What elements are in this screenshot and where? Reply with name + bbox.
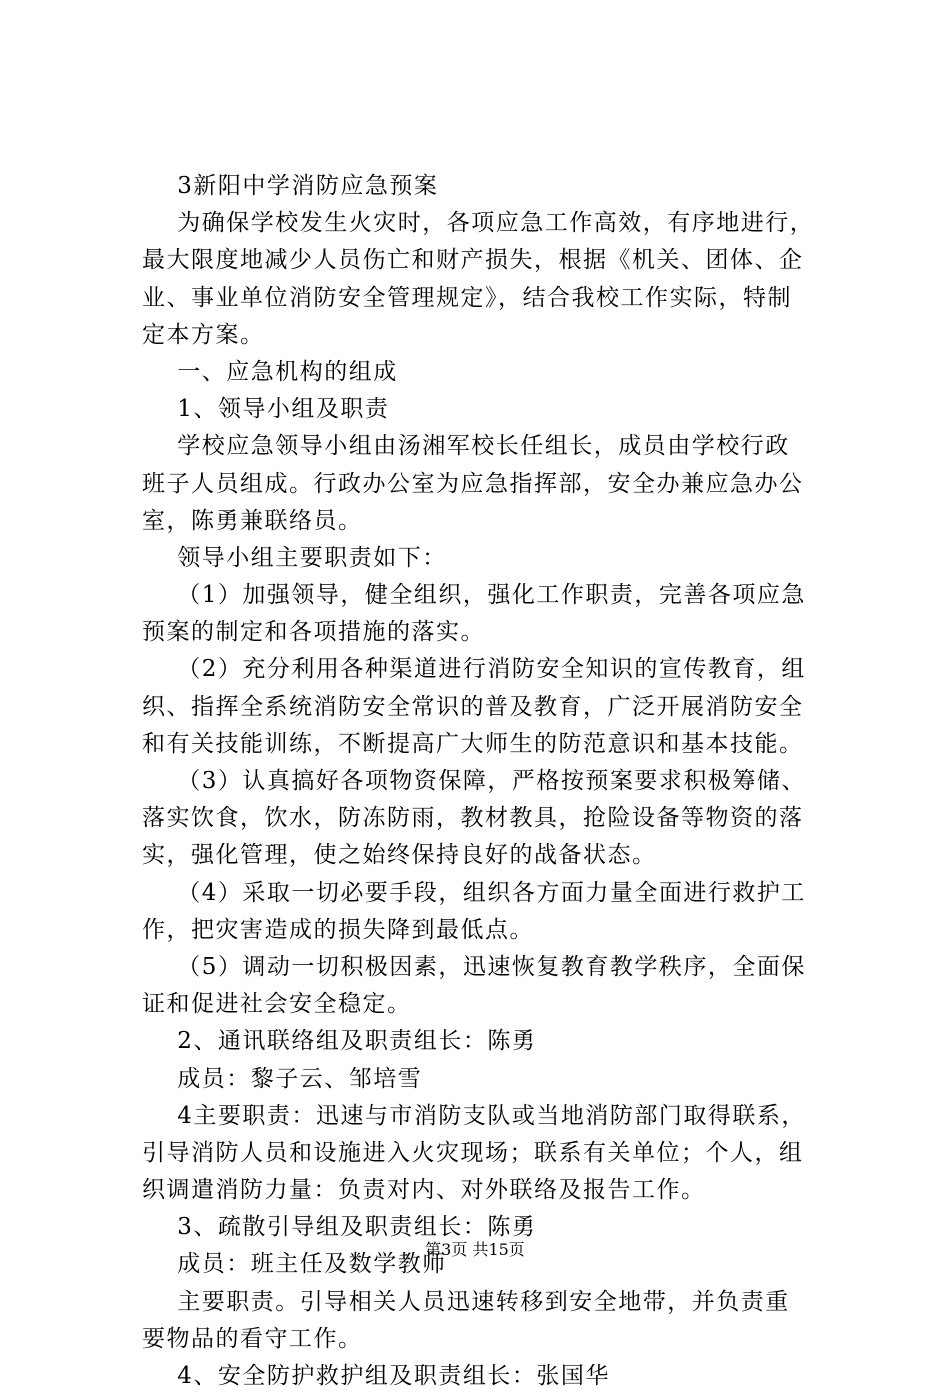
document-body (142, 168, 830, 1395)
text-line: （4）采取一切必要手段，组织各方面力量全面进行救护工 (142, 879, 806, 906)
text-line: 最大限度地减少人员伤亡和财产损失，根据《机关、团体、企 (142, 247, 804, 274)
text-line: 落实饮食，饮水，防冻防雨，教材教具，抢险设备等物资的落 (142, 805, 804, 832)
text-line: 室，陈勇兼联络员。 (142, 507, 363, 534)
text-line: 实，强化管理，使之始终保持良好的战备状态。 (142, 842, 657, 869)
text-line: 成员：黎子云、邹培雪 (142, 1065, 423, 1092)
text-line: 4、安全防护救护组及职责组长：张国华 (142, 1363, 610, 1389)
page-footer: 第3页 共15页 (425, 1240, 525, 1259)
text-line: （1）加强领导，健全组织，强化工作职责，完善各项应急 (142, 582, 806, 609)
text-line: 领导小组主要职责如下： (142, 544, 447, 571)
text-line: 和有关技能训练，不断提高广大师生的防范意识和基本技能。 (142, 730, 804, 757)
text-line: 作，把灾害造成的损失降到最低点。 (142, 916, 534, 943)
text-line: 3新阳中学消防应急预案 (142, 173, 439, 199)
text-line: 成员：班主任及数学教师 (142, 1251, 447, 1278)
text-line: 织、指挥全系统消防安全常识的普及教育，广泛开展消防安全 (142, 693, 804, 720)
text-line: 业、事业单位消防安全管理规定》，结合我校工作实际，特制 (142, 284, 792, 311)
text-line: 定本方案。 (142, 321, 265, 348)
text-line: 织调遣消防力量：负责对内、对外联络及报告工作。 (142, 1177, 706, 1204)
text-line: 3、疏散引导组及职责组长：陈勇 (142, 1214, 537, 1241)
text-line: 引导消防人员和设施进入火灾现场；联系有关单位；个人，组 (142, 1139, 804, 1166)
text-line: （5）调动一切积极因素，迅速恢复教育教学秩序，全面保 (142, 953, 806, 980)
text-line: 预案的制定和各项措施的落实。 (142, 619, 485, 646)
text-line: 一、应急机构的组成 (142, 358, 398, 385)
text-line: 4主要职责：迅速与市消防支队或当地消防部门取得联系， (142, 1102, 806, 1129)
text-line: （3）认真搞好各项物资保障，严格按预案要求积极筹储、 (142, 768, 806, 794)
text-line: （2）充分利用各种渠道进行消防安全知识的宣传教育，组 (142, 656, 806, 683)
text-line: 主要职责。引导相关人员迅速转移到安全地带，并负责重 (142, 1288, 790, 1315)
text-line: 为确保学校发生火灾时，各项应急工作高效，有序地进行， (142, 210, 815, 237)
text-line: 2、通讯联络组及职责组长：陈勇 (142, 1028, 537, 1055)
text-line: 1、领导小组及职责 (142, 396, 390, 423)
text-line: 证和促进社会安全稳定。 (142, 991, 412, 1018)
text-line: 班子人员组成。行政办公室为应急指挥部，安全办兼应急办公 (142, 470, 804, 497)
text-line: 学校应急领导小组由汤湘军校长任组长，成员由学校行政 (142, 433, 790, 460)
text-line: 要物品的看守工作。 (142, 1325, 363, 1352)
